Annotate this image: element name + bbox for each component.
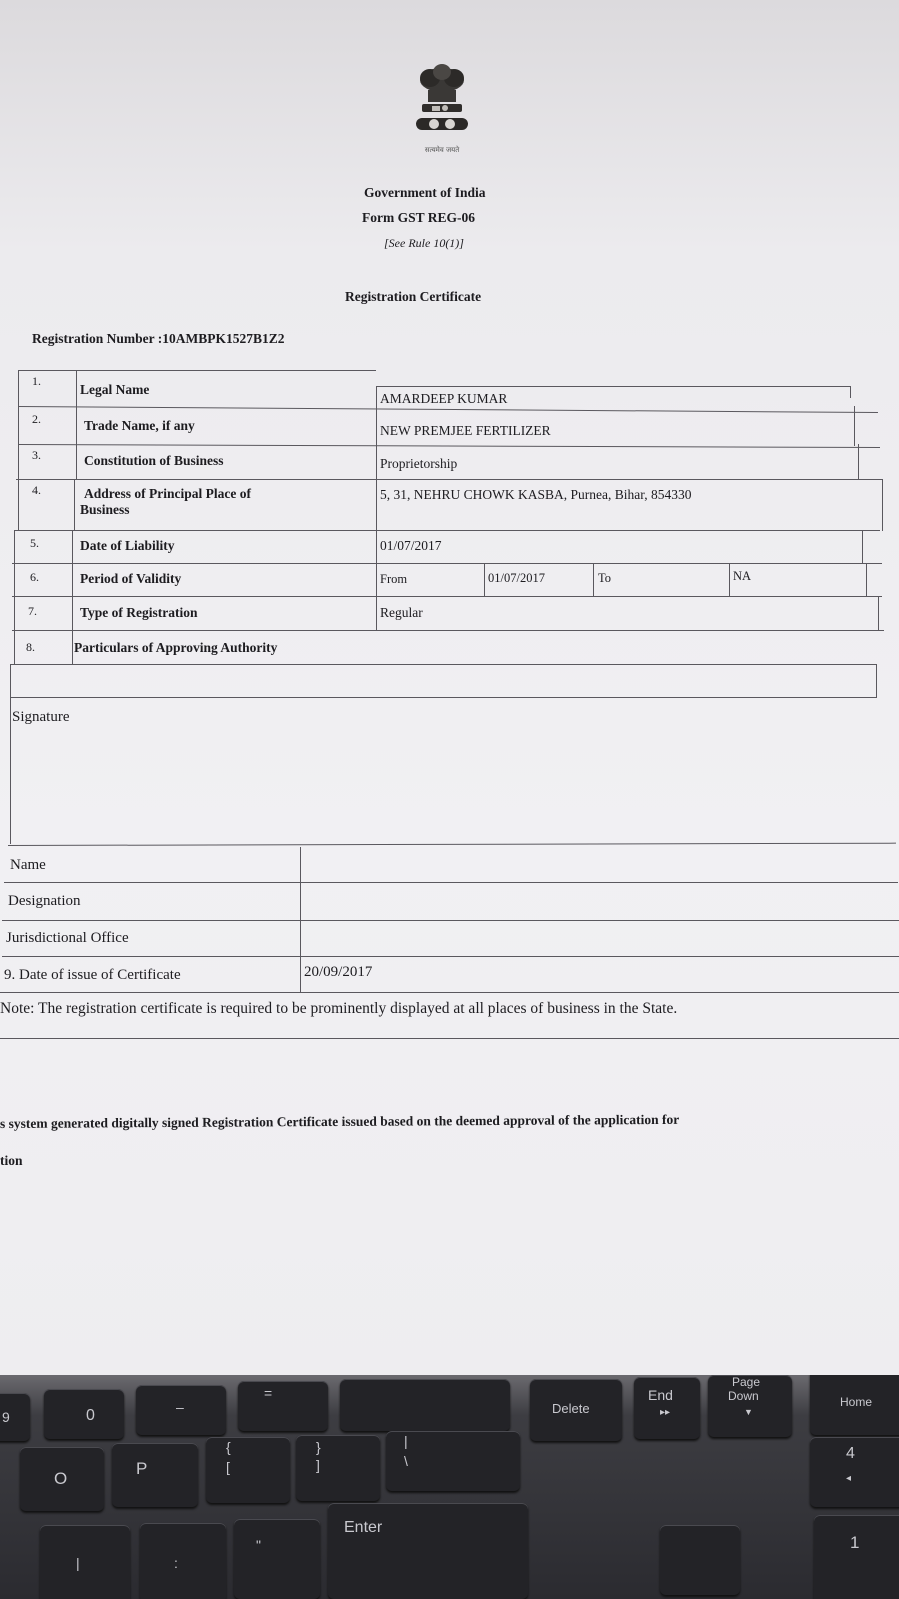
key-numpad-1: 1	[814, 1515, 899, 1599]
date-of-issue-label: 9. Date of issue of Certificate	[4, 967, 181, 983]
value-valid-from: 01/07/2017	[488, 571, 545, 585]
date-of-issue-value: 20/09/2017	[304, 964, 373, 980]
key-home: Home	[810, 1375, 899, 1435]
row-number: 3.	[32, 448, 41, 462]
display-note: Note: The registration certificate is required to be prominently displayed at all places of business in the State.	[0, 1000, 678, 1017]
emblem-caption: सत्यमेव जयते	[424, 146, 460, 154]
registration-number: Registration Number :10AMBPK1527B1Z2	[32, 331, 285, 346]
key-numpad-4: 4 ◂	[810, 1437, 899, 1507]
key-0: 0	[44, 1389, 124, 1439]
row-number: 6.	[30, 570, 39, 584]
key-minus: –	[136, 1385, 226, 1435]
header-rule: [See Rule 10(1)]	[384, 236, 464, 250]
row-number: 5.	[30, 536, 39, 550]
key-semicolon: :	[140, 1523, 226, 1599]
key-o: O	[20, 1447, 104, 1511]
key-bracket-left: { [	[206, 1437, 290, 1503]
declaration-line1: s system generated digitally signed Registration Certificate issued based on the deemed approval of the application for	[0, 1111, 680, 1131]
keyboard-background	[0, 1375, 899, 1599]
jurisdictional-office-label: Jurisdictional Office	[6, 930, 129, 946]
key-l: |	[40, 1525, 130, 1599]
row-number: 8.	[26, 640, 35, 654]
key-end: End ▸▸	[634, 1377, 700, 1439]
value-trade-name: NEW PREMJEE FERTILIZER	[380, 423, 551, 438]
key-equals: =	[238, 1381, 328, 1431]
signature-label: Signature	[12, 709, 70, 725]
national-emblem-icon	[404, 60, 480, 164]
declaration-line2: tion	[0, 1153, 23, 1168]
document-title: Registration Certificate	[345, 289, 482, 304]
row-number: 4.	[32, 483, 41, 497]
header-form-number: Form GST REG-06	[362, 210, 476, 225]
key-delete: Delete	[530, 1379, 622, 1441]
row-number: 2.	[32, 412, 41, 426]
key-quote: "	[234, 1519, 320, 1599]
name-label: Name	[10, 857, 46, 873]
label-date-of-liability: Date of Liability	[80, 538, 175, 553]
value-address: 5, 31, NEHRU CHOWK KASBA, Purnea, Bihar, 854330	[380, 487, 692, 502]
key-arrow-up	[660, 1525, 740, 1595]
label-address-line2: Business	[80, 502, 130, 517]
label-to: To	[598, 571, 612, 585]
value-legal-name: AMARDEEP KUMAR	[380, 391, 508, 406]
label-trade-name: Trade Name, if any	[84, 418, 195, 433]
value-date-of-liability: 01/07/2017	[380, 538, 442, 553]
label-type-of-registration: Type of Registration	[80, 605, 198, 620]
value-constitution: Proprietorship	[380, 456, 458, 471]
key-p: P	[112, 1443, 198, 1507]
row-number: 1.	[32, 374, 41, 388]
label-period-of-validity: Period of Validity	[80, 571, 182, 586]
header-government: Government of India	[364, 185, 486, 200]
label-address-line1: Address of Principal Place of	[84, 486, 251, 501]
key-backslash: | \	[386, 1431, 520, 1491]
key-9: 9	[0, 1393, 30, 1441]
value-type-of-registration: Regular	[380, 605, 423, 620]
label-constitution: Constitution of Business	[84, 453, 224, 468]
key-page-down: Page Down ▼	[708, 1375, 792, 1437]
label-from: From	[380, 572, 408, 586]
row-number: 7.	[28, 604, 37, 618]
key-backspace	[340, 1379, 510, 1431]
value-valid-to: NA	[733, 569, 752, 583]
key-enter: Enter	[328, 1503, 528, 1599]
designation-label: Designation	[8, 893, 81, 909]
label-legal-name: Legal Name	[80, 382, 150, 397]
key-bracket-right: } ]	[296, 1435, 380, 1501]
label-approving-authority: Particulars of Approving Authority	[74, 640, 278, 655]
